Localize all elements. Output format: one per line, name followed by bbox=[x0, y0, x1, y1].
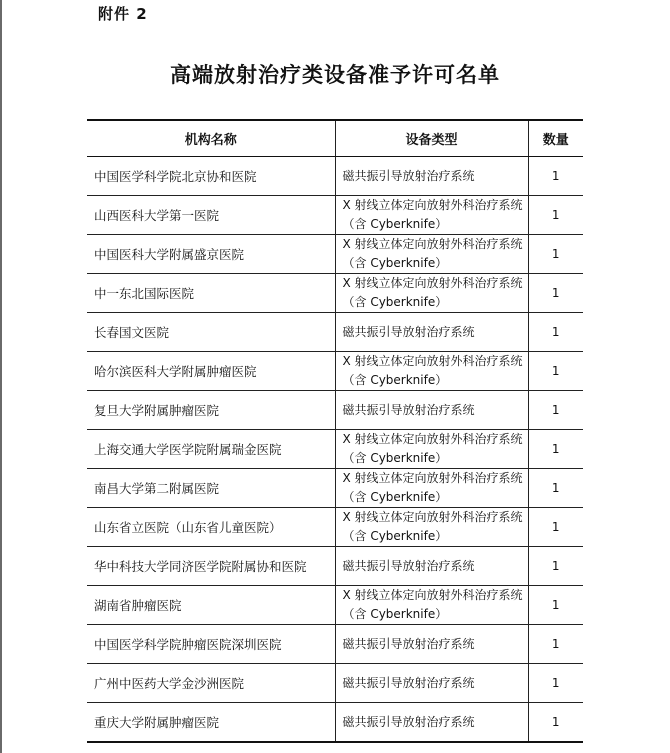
attachment-label: 附件 2 bbox=[98, 5, 148, 23]
quantity-value: 1 bbox=[528, 703, 583, 743]
table-row bbox=[87, 547, 583, 586]
device-type-line: X 射线立体定向放射外科治疗系统 bbox=[342, 237, 523, 251]
institution-name: 湖南省肿瘤医院 bbox=[87, 586, 335, 625]
table-row bbox=[87, 703, 583, 743]
quantity-value: 1 bbox=[528, 469, 583, 508]
institution-name: 长春国文医院 bbox=[87, 313, 335, 352]
document-title: 高端放射治疗类设备准予许可名单 bbox=[170, 62, 500, 87]
device-type bbox=[335, 391, 528, 430]
table-header-row bbox=[87, 120, 583, 157]
device-type bbox=[335, 235, 528, 274]
quantity-value: 1 bbox=[528, 508, 583, 547]
institution-name: 山西医科大学第一医院 bbox=[87, 196, 335, 235]
device-type-line: 磁共振引导放射治疗系统 bbox=[342, 636, 475, 651]
device-type bbox=[335, 586, 528, 625]
approval-list-table bbox=[87, 119, 583, 743]
header-institution: 机构名称 bbox=[87, 120, 335, 157]
institution-name: 复旦大学附属肿瘤医院 bbox=[87, 391, 335, 430]
device-type bbox=[335, 625, 528, 664]
device-type bbox=[335, 430, 528, 469]
device-type-line: X 射线立体定向放射外科治疗系统 bbox=[342, 276, 523, 290]
quantity-value: 1 bbox=[528, 313, 583, 352]
device-type-line: 磁共振引导放射治疗系统 bbox=[342, 558, 475, 573]
table-row bbox=[87, 274, 583, 313]
quantity-value: 1 bbox=[528, 586, 583, 625]
table-row bbox=[87, 625, 583, 664]
quantity-value: 1 bbox=[528, 664, 583, 703]
device-type-line: 磁共振引导放射治疗系统 bbox=[342, 675, 475, 690]
device-type-line: X 射线立体定向放射外科治疗系统 bbox=[342, 510, 523, 524]
header-device-type: 设备类型 bbox=[335, 120, 528, 157]
table-row bbox=[87, 469, 583, 508]
device-type-line: （含 Cyberknife） bbox=[342, 256, 448, 270]
table-row bbox=[87, 664, 583, 703]
device-type bbox=[335, 352, 528, 391]
device-type bbox=[335, 157, 528, 196]
device-type-line: 磁共振引导放射治疗系统 bbox=[342, 324, 475, 339]
institution-name: 广州中医药大学金沙洲医院 bbox=[87, 664, 335, 703]
device-type-line: X 射线立体定向放射外科治疗系统 bbox=[342, 198, 523, 212]
quantity-value: 1 bbox=[528, 196, 583, 235]
table-row bbox=[87, 586, 583, 625]
device-type-line: （含 Cyberknife） bbox=[342, 529, 448, 543]
device-type-line: （含 Cyberknife） bbox=[342, 295, 448, 309]
device-type-line: X 射线立体定向放射外科治疗系统 bbox=[342, 471, 523, 485]
institution-name: 中国医学科学院北京协和医院 bbox=[87, 157, 335, 196]
device-type-line: X 射线立体定向放射外科治疗系统 bbox=[342, 588, 523, 602]
institution-name: 重庆大学附属肿瘤医院 bbox=[94, 715, 220, 730]
page-edge-line bbox=[0, 0, 2, 753]
quantity-value: 1 bbox=[528, 547, 583, 586]
device-type-line: X 射线立体定向放射外科治疗系统 bbox=[342, 432, 523, 446]
quantity-value: 1 bbox=[528, 625, 583, 664]
quantity-value: 1 bbox=[528, 274, 583, 313]
device-type bbox=[335, 469, 528, 508]
table-row bbox=[87, 391, 583, 430]
device-type bbox=[335, 274, 528, 313]
device-type bbox=[335, 196, 528, 235]
quantity-value: 1 bbox=[528, 157, 583, 196]
table-row bbox=[87, 508, 583, 547]
device-type-line: 磁共振引导放射治疗系统 bbox=[342, 402, 475, 417]
institution-name: 中国医科大学附属盛京医院 bbox=[87, 235, 335, 274]
header-quantity: 数量 bbox=[528, 120, 583, 157]
quantity-value: 1 bbox=[528, 352, 583, 391]
device-type-line: （含 Cyberknife） bbox=[342, 373, 448, 387]
device-type-line: （含 Cyberknife） bbox=[342, 607, 448, 621]
device-type-line: （含 Cyberknife） bbox=[342, 217, 448, 231]
device-type-line: X 射线立体定向放射外科治疗系统 bbox=[342, 354, 523, 368]
table-row bbox=[87, 313, 583, 352]
table-row bbox=[87, 157, 583, 196]
institution-name: 华中科技大学同济医学院附属协和医院 bbox=[87, 547, 335, 586]
institution-name: 山东省立医院（山东省儿童医院） bbox=[87, 508, 335, 547]
institution-name: 哈尔滨医科大学附属肿瘤医院 bbox=[87, 352, 335, 391]
institution-name: 中国医学科学院肿瘤医院深圳医院 bbox=[87, 625, 335, 664]
table-row bbox=[87, 430, 583, 469]
institution-name: 上海交通大学医学院附属瑞金医院 bbox=[87, 430, 335, 469]
device-type-line: 磁共振引导放射治疗系统 bbox=[342, 168, 475, 183]
table-row bbox=[87, 235, 583, 274]
institution-name: 中一东北国际医院 bbox=[87, 274, 335, 313]
table-row bbox=[87, 352, 583, 391]
table-body bbox=[87, 157, 583, 743]
quantity-value: 1 bbox=[528, 391, 583, 430]
device-type-line: 磁共振引导放射治疗系统 bbox=[342, 714, 475, 729]
device-type-line: （含 Cyberknife） bbox=[342, 490, 448, 504]
device-type bbox=[335, 547, 528, 586]
device-type bbox=[335, 664, 528, 703]
device-type bbox=[335, 508, 528, 547]
table-row bbox=[87, 196, 583, 235]
device-type bbox=[335, 313, 528, 352]
institution-name: 南昌大学第二附属医院 bbox=[87, 469, 335, 508]
device-type-line: （含 Cyberknife） bbox=[342, 451, 448, 465]
quantity-value: 1 bbox=[528, 235, 583, 274]
device-type bbox=[335, 703, 528, 743]
quantity-value: 1 bbox=[528, 430, 583, 469]
